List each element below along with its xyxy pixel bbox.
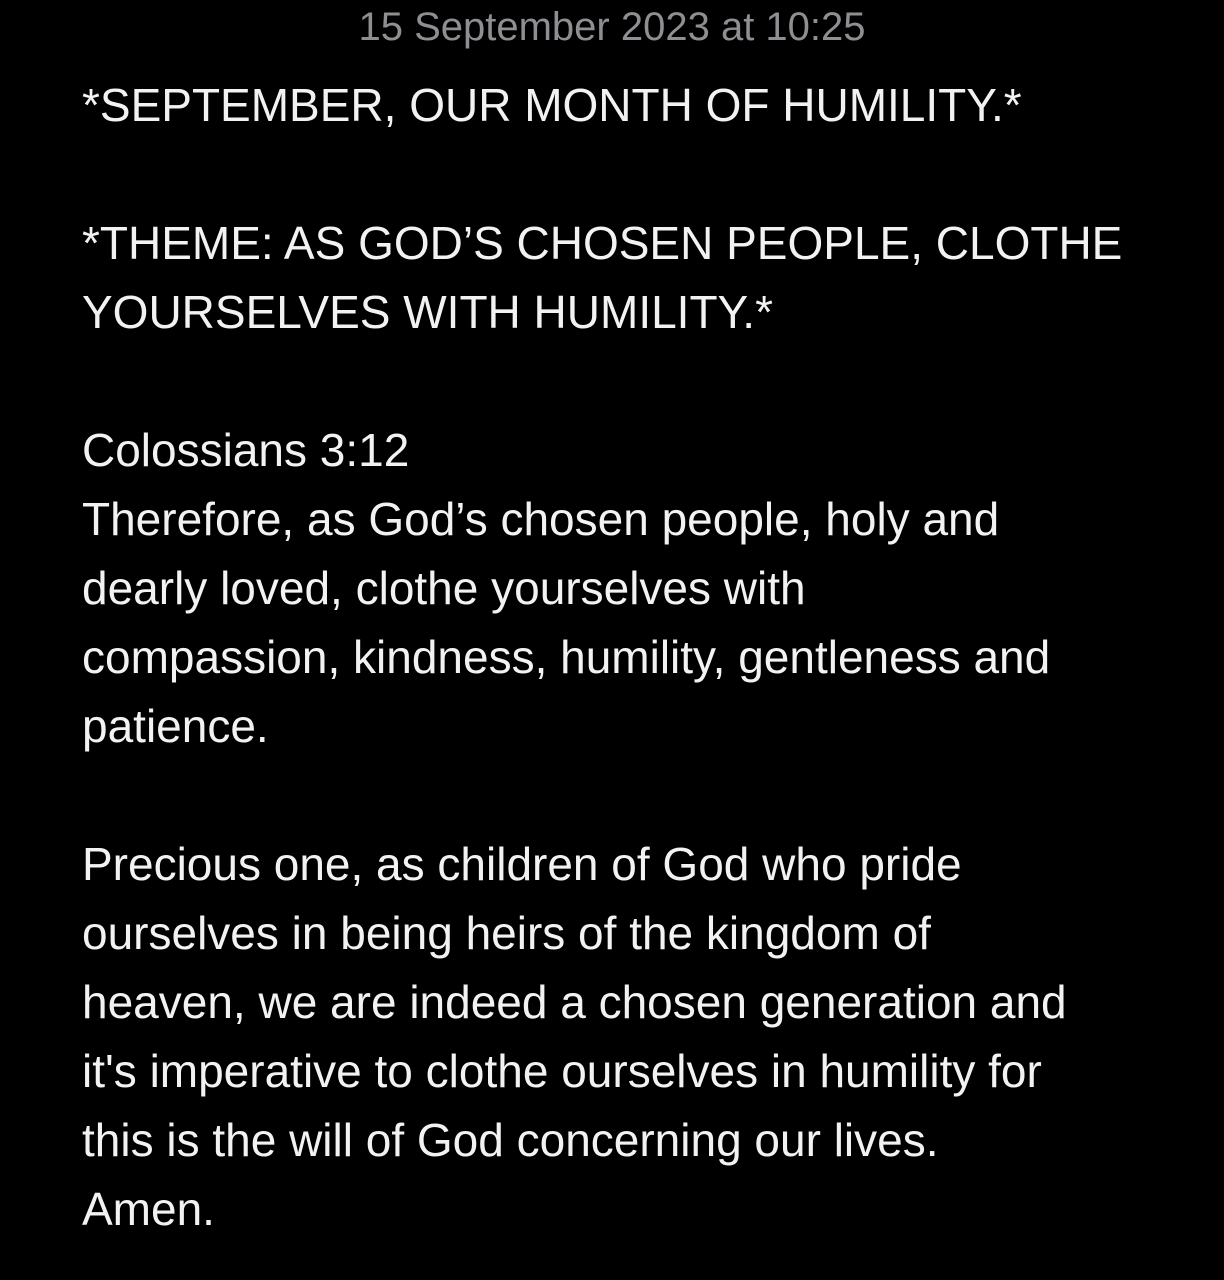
note-theme-line-1: *THEME: AS GOD’S CHOSEN PEOPLE, CLOTHE <box>82 217 1123 269</box>
body-line-1: Precious one, as children of God who pride <box>82 838 962 890</box>
blank-line <box>82 140 1202 209</box>
body-line-2: ourselves in being heirs of the kingdom of <box>82 907 931 959</box>
note-title: *SEPTEMBER, OUR MONTH OF HUMILITY.* <box>82 79 1022 131</box>
verse-line-1: Therefore, as God’s chosen people, holy and <box>82 493 1000 545</box>
verse-line-3: compassion, kindness, humility, gentleness and <box>82 631 1051 683</box>
body-line-5: this is the will of God concerning our lives. <box>82 1114 939 1166</box>
note-timestamp: 15 September 2023 at 10:25 <box>358 5 866 49</box>
blank-line <box>82 347 1202 416</box>
body-line-6: Amen. <box>82 1183 215 1235</box>
verse-line-4: patience. <box>82 700 269 752</box>
body-line-4: it's imperative to clothe ourselves in humility for <box>82 1045 1042 1097</box>
note-theme-line-2: YOURSELVES WITH HUMILITY.* <box>82 286 773 338</box>
note-body[interactable] <box>82 71 1202 1244</box>
verse-reference: Colossians 3:12 <box>82 424 410 476</box>
verse-line-2: dearly loved, clothe yourselves with <box>82 562 806 614</box>
body-line-3: heaven, we are indeed a chosen generation and <box>82 976 1067 1028</box>
blank-line <box>82 761 1202 830</box>
